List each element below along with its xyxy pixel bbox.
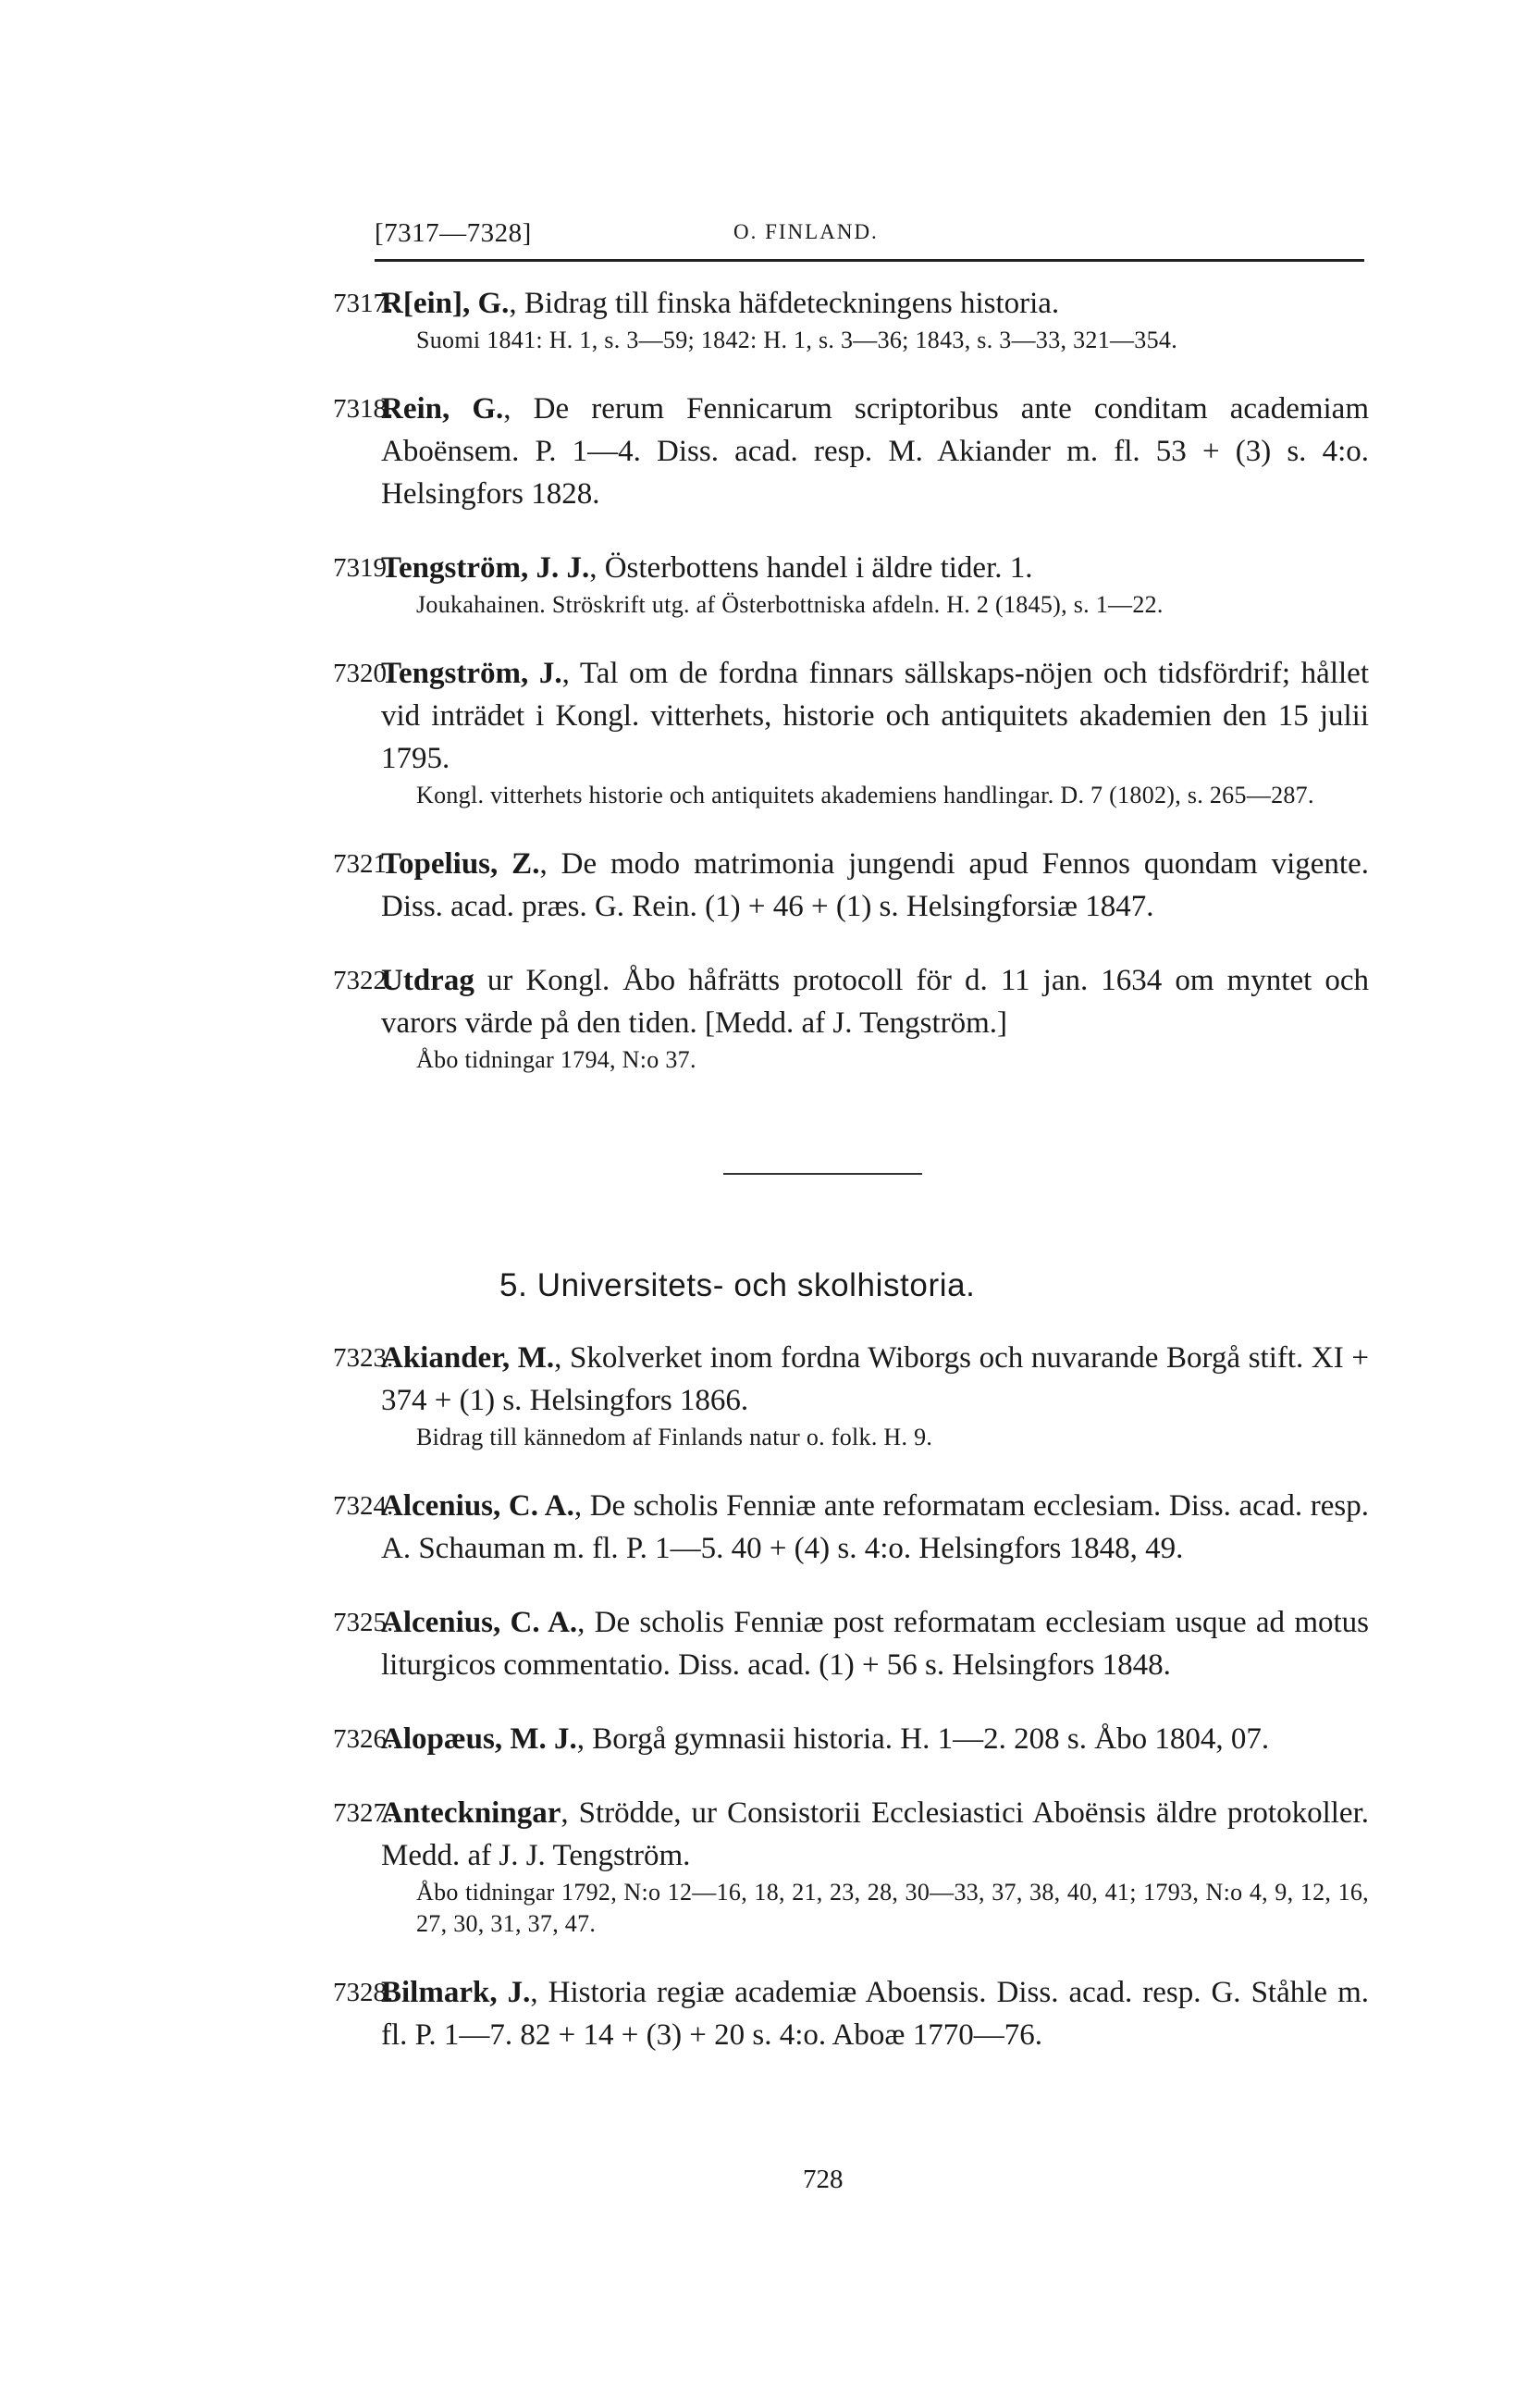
entry-number: 7327.	[333, 1798, 394, 1828]
entry-author: Bilmark, J.	[381, 1976, 531, 2009]
entry-range: [7317—7328]	[375, 218, 532, 248]
bibliography-entry	[333, 388, 1369, 515]
entry-number: 7318.	[333, 394, 394, 424]
entry-title: , Tal om de fordna finnars sällskaps-nöjen och tidsfördrif; hållet vid inträdet i Kongl. vitterhets, historie och antiquitets akademien den 15 julii 1795.	[381, 657, 1369, 775]
entry-text	[381, 388, 1369, 515]
entry-title: , De scholis Fenniæ post reformatam ecclesiam usque ad motus liturgicos commentatio. Diss. acad. (1) + 56 s. Helsingfors 1848.	[381, 1606, 1369, 1682]
entry-author: Tengström, J.	[381, 657, 562, 690]
entry-text	[381, 1792, 1369, 1877]
bibliography-entry	[333, 1971, 1369, 2056]
entry-text	[381, 1971, 1369, 2056]
entries-list-top	[333, 282, 1369, 1107]
bibliography-entry	[333, 959, 1369, 1076]
entry-title: , Bidrag till finska häfdeteckningens historia.	[509, 287, 1060, 320]
bibliography-entry	[333, 652, 1369, 811]
entry-number: 7328.	[333, 1978, 394, 2007]
header-rule	[375, 259, 1364, 262]
entry-author: Utdrag	[381, 964, 474, 997]
entry-title: , Borgå gymnasii historia. H. 1—2. 208 s. Åbo 1804, 07.	[576, 1722, 1270, 1756]
entry-note: Kongl. vitterhets historie och antiquitets akademiens handlingar. D. 7 (1802), s. 265—287.	[416, 782, 1314, 808]
section-heading: O. FINLAND.	[733, 220, 879, 243]
entry-text	[381, 1601, 1369, 1686]
bibliography-entry	[333, 1337, 1369, 1453]
entry-title: , De scholis Fenniæ ante reformatam ecclesiam. Diss. acad. resp. A. Schauman m. fl. P. 1—5. 40 + (4) s. 4:o. Helsingfors 1848, 49.	[381, 1489, 1370, 1565]
page-number: 728	[803, 2165, 844, 2194]
entry-note: Joukahainen. Ströskrift utg. af Österbottniska afdeln. H. 2 (1845), s. 1—22.	[416, 591, 1164, 618]
entry-text	[381, 959, 1369, 1044]
entry-title: , Historia regiæ academiæ Aboensis. Diss. acad. resp. G. Ståhle m. fl. P. 1—7. 82 + 14 + (3) + 20 s. 4:o. Aboæ 1770—76.	[381, 1976, 1369, 2052]
entry-author: Alopæus, M. J.	[381, 1722, 577, 1756]
entry-number: 7319.	[333, 553, 394, 583]
entry-number: 7323.	[333, 1343, 394, 1373]
entry-text	[381, 547, 1369, 589]
entry-number: 7317.	[333, 289, 394, 318]
bibliography-entry	[333, 547, 1369, 621]
entry-author: Topelius, Z.	[381, 847, 540, 881]
entry-author: Anteckningar	[381, 1796, 561, 1830]
bibliography-entry	[333, 282, 1369, 356]
entry-text	[381, 843, 1369, 928]
entry-title: , De modo matrimonia jungendi apud Fennos quondam vigente. Diss. acad. præs. G. Rein. (1) + 46 + (1) s. Helsingforsiæ 1847.	[381, 847, 1369, 923]
entry-number: 7325.	[333, 1608, 394, 1637]
entry-author: Rein, G.	[381, 392, 504, 426]
bibliography-entry	[333, 1485, 1369, 1570]
entry-author: R[ein], G.	[381, 287, 510, 320]
entry-title: , Skolverket inom fordna Wiborgs och nuvarande Borgå stift. XI + 374 + (1) s. Helsingfors 1866.	[381, 1341, 1369, 1417]
entry-text	[381, 1718, 1369, 1760]
entry-title: , Österbottens handel i äldre tider. 1.	[589, 551, 1033, 585]
entry-number: 7322.	[333, 966, 394, 995]
section-title: 5. Universitets- och skolhistoria.	[499, 1267, 976, 1303]
entry-text	[381, 652, 1369, 780]
entry-text	[381, 282, 1369, 325]
entry-author: Akiander, M.	[381, 1341, 555, 1375]
bibliography-entry	[333, 1792, 1369, 1940]
bibliography-entry	[333, 843, 1369, 928]
entry-text	[381, 1485, 1369, 1570]
bibliography-entry	[333, 1718, 1369, 1760]
entry-author: Tengström, J. J.	[381, 551, 590, 585]
entry-note: Åbo tidningar 1794, N:o 37.	[416, 1046, 696, 1073]
entry-note: Bidrag till kännedom af Finlands natur o. folk. H. 9.	[416, 1424, 933, 1450]
entry-number: 7326.	[333, 1724, 394, 1754]
bibliography-entry	[333, 1601, 1369, 1686]
entry-note: Suomi 1841: H. 1, s. 3—59; 1842: H. 1, s. 3—36; 1843, s. 3—33, 321—354.	[416, 327, 1178, 353]
running-head	[375, 215, 1364, 261]
entry-author: Alcenius, C. A.	[381, 1606, 578, 1639]
entry-title: , Strödde, ur Consistorii Ecclesiastici Aboënsis äldre protokoller. Medd. af J. J. Tengström.	[381, 1796, 1369, 1872]
entry-author: Alcenius, C. A.	[381, 1489, 574, 1523]
entry-text	[381, 1337, 1369, 1422]
entry-number: 7324.	[333, 1491, 394, 1521]
entry-note: Åbo tidningar 1792, N:o 12—16, 18, 21, 23, 28, 30—33, 37, 38, 40, 41; 1793, N:o 4, 9, 12, 16, 27, 30, 31, 37, 47.	[416, 1879, 1369, 1937]
section-separator-rule	[723, 1173, 922, 1175]
entries-list-bottom	[333, 1337, 1369, 2088]
entry-title: ur Kongl. Åbo håfrätts protocoll för d. 11 jan. 1634 om myntet och varors värde på den tiden. [Medd. af J. Tengström.]	[381, 964, 1369, 1040]
entry-number: 7320.	[333, 659, 394, 688]
entry-title: , De rerum Fennicarum scriptoribus ante conditam academiam Aboënsem. P. 1—4. Diss. acad. resp. M. Akiander m. fl. 53 + (3) s. 4:o. Helsingfors 1828.	[381, 392, 1369, 511]
entry-number: 7321.	[333, 849, 394, 879]
